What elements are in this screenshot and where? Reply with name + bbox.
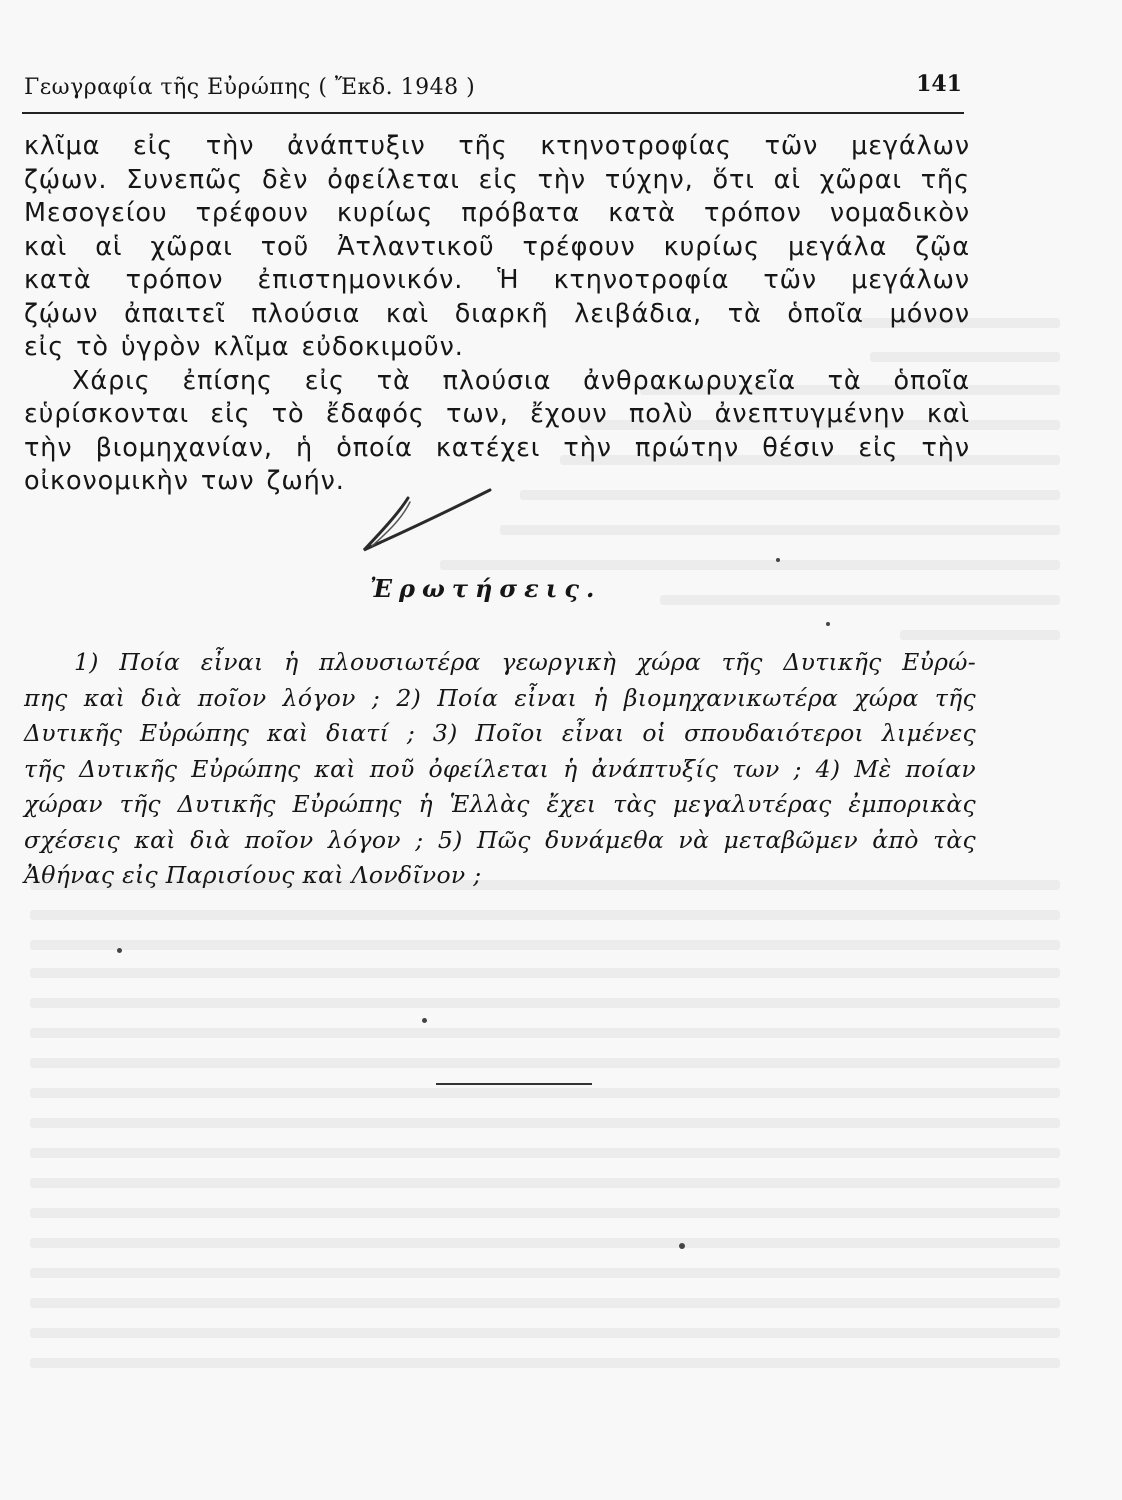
question-line: Ἀθήνας εἰς Παρισίους καὶ Λονδῖνον ;: [24, 861, 482, 889]
text-line: ζῴων. Συνεπῶς δὲν ὀφείλεται εἰς τὴν τύχην, ὅτι αἱ χῶραι τῆς: [24, 164, 970, 195]
question-line: Δυτικῆς Εὐρώπης καὶ διατί ; 3) Ποῖοι εἶναι οἱ σπουδαιότεροι λιμένες: [24, 719, 976, 747]
question-line: χώραν τῆς Δυτικῆς Εὐρώπης ἡ Ἑλλὰς ἔχει τὰς μεγαλυτέρας ἐμπορικὰς: [24, 790, 976, 818]
ink-speck: [679, 1243, 685, 1249]
question-line: σχέσεις καὶ διὰ ποῖον λόγον ; 5) Πῶς δυνάμεθα νὰ μεταβῶμεν ἀπὸ τὰς: [24, 825, 976, 854]
ink-speck: [422, 1018, 427, 1023]
body-text: [24, 130, 970, 499]
paragraph-1: [24, 130, 970, 365]
text-line: Μεσογείου τρέφουν κυρίως πρόβατα κατὰ τρόπον νομαδικὸν: [24, 198, 970, 228]
page-header: [22, 66, 964, 114]
pen-checkmark-icon: [350, 478, 500, 558]
section-divider: [436, 1083, 592, 1085]
ink-speck: [776, 558, 780, 562]
text-line: εὑρίσκονται εἰς τὸ ἔδαφός των, ἔχουν πολὺ ἀνεπτυγμένην καὶ: [24, 399, 970, 429]
text-line: τὴν βιομηχανίαν, ἡ ὁποία κατέχει τὴν πρώτην θέσιν εἰς τὴν: [24, 432, 970, 463]
text-line: κατὰ τρόπον ἐπιστημονικόν. Ἡ κτηνοτροφία τῶν μεγάλων: [24, 265, 970, 295]
text-line: ζῴων ἀπαιτεῖ πλούσια καὶ διαρκῆ λειβάδια, τὰ ὁποῖα μόνον: [24, 298, 970, 329]
text-line: εἰς τὸ ὑγρὸν κλῖμα εὐδοκιμοῦν.: [24, 332, 464, 362]
text-line: Χάρις ἐπίσης εἰς τὰ πλούσια ἀνθρακωρυχεῖα τὰ ὁποῖα: [72, 365, 970, 396]
questions-block: [24, 645, 976, 894]
question-line: πης καὶ διὰ ποῖον λόγον ; 2) Ποία εἶναι ἡ βιομηχανικωτέρα χώρα τῆς: [24, 683, 976, 712]
question-line: 1) Ποία εἶναι ἡ πλουσιωτέρα γεωργικὴ χώρα τῆς Δυτικῆς Εὐρώ-: [74, 648, 976, 676]
page-number: 141: [916, 71, 962, 97]
questions-heading: Ἐρωτήσεις.: [370, 574, 602, 603]
text-line: κλῖμα εἰς τὴν ἀνάπτυξιν τῆς κτηνοτροφίας τῶν μεγάλων: [24, 131, 970, 161]
ink-speck: [117, 948, 122, 953]
ink-speck: [826, 622, 830, 626]
text-line: οἰκονομικὴν των ζωήν.: [24, 466, 345, 496]
text-line: καὶ αἱ χῶραι τοῦ Ἀτλαντικοῦ τρέφουν κυρίως μεγάλα ζῷα: [24, 231, 970, 262]
question-line: τῆς Δυτικῆς Εὐρώπης καὶ ποῦ ὀφείλεται ἡ ἀνάπτυξίς των ; 4) Μὲ ποίαν: [24, 754, 976, 783]
header-title: Γεωγραφία τῆς Εὐρώπης ( Ἔκδ. 1948 ): [24, 75, 476, 100]
